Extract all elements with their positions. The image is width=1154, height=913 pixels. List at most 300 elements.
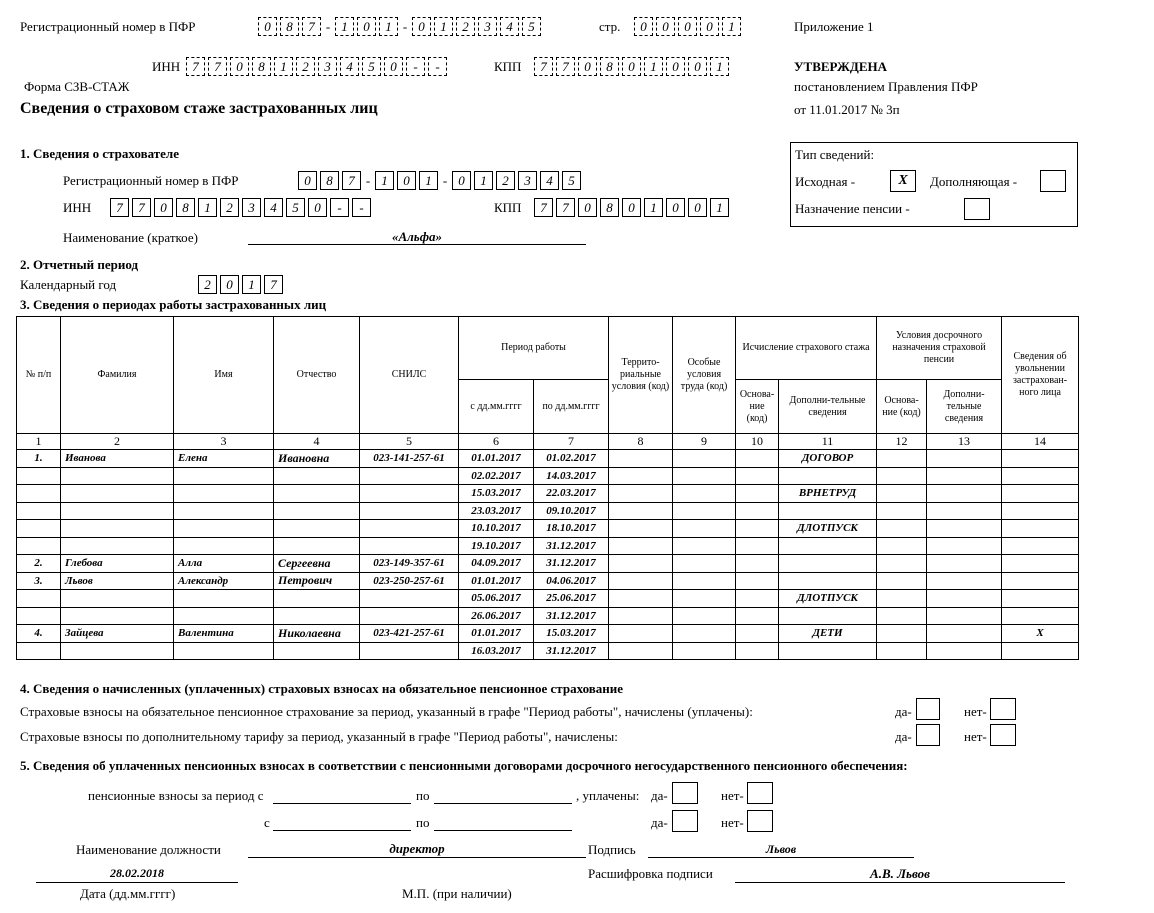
row-early-base[interactable]: [877, 572, 927, 590]
row-early-extra[interactable]: [927, 450, 1002, 468]
row-date-to[interactable]: 31.12.2017: [534, 537, 609, 555]
type-pension-checkbox[interactable]: [964, 198, 990, 220]
row-middlename[interactable]: [274, 590, 360, 608]
section1-inn-digit: 7: [132, 198, 151, 217]
row-territorial[interactable]: [609, 642, 673, 660]
row-early-extra[interactable]: [927, 502, 1002, 520]
row-special[interactable]: [673, 572, 736, 590]
header-reg-digit: 3: [478, 17, 497, 36]
header-inn-digit: 7: [208, 57, 227, 76]
header-reg-digit: 4: [500, 17, 519, 36]
section1-inn-digit: 2: [220, 198, 239, 217]
header-kpp-digit: 1: [710, 57, 729, 76]
row-dismiss[interactable]: [1002, 642, 1079, 660]
row-snils[interactable]: [360, 642, 459, 660]
col-header-firstname: Имя: [174, 317, 274, 434]
row-early-extra[interactable]: [927, 607, 1002, 625]
row-lastname[interactable]: Глебова: [61, 555, 174, 573]
row-dismiss[interactable]: [1002, 572, 1079, 590]
row-dismiss[interactable]: [1002, 502, 1079, 520]
header-reg-digit: 1: [335, 17, 354, 36]
row-early-extra[interactable]: [927, 537, 1002, 555]
section5-po2-label: по: [416, 815, 430, 830]
year-digit: 2: [198, 275, 217, 294]
section4-title: 4. Сведения о начисленных (уплаченных) страховых взносах на обязательное пенсионное страхование: [20, 681, 624, 696]
row-date-to[interactable]: 15.03.2017: [534, 625, 609, 643]
col-header-dismiss: Сведения об увольнении застрахован-ного лица: [1002, 317, 1079, 434]
col-header-to: по дд.мм.гггг: [534, 380, 609, 434]
row-number[interactable]: [17, 607, 61, 625]
row-calc-extra[interactable]: ДОГОВОР: [779, 450, 877, 468]
section5-paid-label: , уплачены:: [576, 788, 640, 803]
row-date-from[interactable]: 23.03.2017: [459, 502, 534, 520]
section1-reg-digit: 0: [397, 171, 416, 190]
section1-reg-number[interactable]: [298, 171, 584, 190]
row-calc-base[interactable]: [736, 625, 779, 643]
row-firstname[interactable]: Александр: [174, 572, 274, 590]
row-number[interactable]: [17, 590, 61, 608]
section1-reg-label: Регистрационный номер в ПФР: [63, 173, 239, 188]
col-header-early-base: Основа-ние (код): [877, 380, 927, 434]
col-header-from: с дд.мм.гггг: [459, 380, 534, 434]
row-firstname[interactable]: [174, 607, 274, 625]
decode-value[interactable]: А.В. Львов: [870, 866, 930, 881]
row-calc-extra[interactable]: [779, 555, 877, 573]
row-early-extra[interactable]: [927, 467, 1002, 485]
row-lastname[interactable]: [61, 467, 174, 485]
row-dismiss[interactable]: [1002, 485, 1079, 503]
row-territorial[interactable]: [609, 607, 673, 625]
table-row: [17, 520, 1079, 538]
row-early-extra[interactable]: [927, 572, 1002, 590]
row-calc-base[interactable]: [736, 607, 779, 625]
row-firstname[interactable]: [174, 590, 274, 608]
row-firstname[interactable]: [174, 485, 274, 503]
col-header-early-extra: Дополни-тельные сведения: [927, 380, 1002, 434]
column-number: 2: [61, 434, 174, 450]
section1-inn-digit: 0: [308, 198, 327, 217]
header-kpp-label: КПП: [494, 59, 522, 74]
row-special[interactable]: [673, 520, 736, 538]
section4-no1-label: нет-: [964, 704, 987, 719]
row-calc-extra[interactable]: ВРНЕТРУД: [779, 485, 877, 503]
section1-inn-digit: 5: [286, 198, 305, 217]
row-special[interactable]: [673, 590, 736, 608]
header-reg-digit: 2: [456, 17, 475, 36]
section5-yes1-checkbox[interactable]: [672, 782, 698, 804]
header-reg-digit: 1: [434, 17, 453, 36]
table-row: [17, 485, 1079, 503]
row-calc-base[interactable]: [736, 467, 779, 485]
row-calc-base[interactable]: [736, 520, 779, 538]
signature-value[interactable]: Львов: [765, 842, 797, 856]
row-territorial[interactable]: [609, 502, 673, 520]
section4-yes1-checkbox[interactable]: [916, 698, 940, 720]
row-dismiss[interactable]: [1002, 607, 1079, 625]
type-supplement-checkbox[interactable]: [1040, 170, 1066, 192]
header-reg-separator: -: [402, 18, 408, 34]
row-calc-extra[interactable]: [779, 642, 877, 660]
row-calc-base[interactable]: [736, 572, 779, 590]
row-middlename[interactable]: [274, 467, 360, 485]
row-calc-extra[interactable]: [779, 467, 877, 485]
section5-title: 5. Сведения об уплаченных пенсионных взносах в соответствии с пенсионными договорами досрочного негосударственного пенсионного обеспечения:: [20, 758, 908, 773]
row-calc-extra[interactable]: [779, 537, 877, 555]
section1-inn-digit: 8: [176, 198, 195, 217]
row-territorial[interactable]: [609, 450, 673, 468]
page-digit: 1: [722, 17, 741, 36]
row-middlename[interactable]: [274, 537, 360, 555]
row-firstname[interactable]: [174, 467, 274, 485]
section1-title: 1. Сведения о страхователе: [20, 146, 179, 161]
row-number[interactable]: [17, 467, 61, 485]
section4-yes2-checkbox[interactable]: [916, 724, 940, 746]
col-header-middlename: Отчество: [274, 317, 360, 434]
header-kpp-digit: 7: [556, 57, 575, 76]
column-number: 13: [927, 434, 1002, 450]
header-kpp-digit: 7: [534, 57, 553, 76]
row-lastname[interactable]: Иванова: [61, 450, 174, 468]
table-row: [17, 502, 1079, 520]
header-inn-digit: -: [406, 57, 425, 76]
row-date-to[interactable]: 31.12.2017: [534, 642, 609, 660]
header-inn-digit: 0: [230, 57, 249, 76]
row-early-extra[interactable]: [927, 555, 1002, 573]
row-middlename[interactable]: Николаевна: [274, 625, 360, 643]
row-middlename[interactable]: [274, 520, 360, 538]
row-calc-base[interactable]: [736, 502, 779, 520]
row-snils[interactable]: 023-141-257-61: [360, 450, 459, 468]
row-calc-extra[interactable]: [779, 572, 877, 590]
row-lastname[interactable]: Львов: [61, 572, 174, 590]
row-middlename[interactable]: Петрович: [274, 572, 360, 590]
row-date-to[interactable]: 25.06.2017: [534, 590, 609, 608]
section5-po1-label: по: [416, 788, 430, 803]
row-middlename[interactable]: [274, 607, 360, 625]
row-territorial[interactable]: [609, 520, 673, 538]
section1-reg-digit: 1: [474, 171, 493, 190]
row-calc-base[interactable]: [736, 642, 779, 660]
row-early-extra[interactable]: [927, 642, 1002, 660]
row-middlename[interactable]: [274, 642, 360, 660]
row-special[interactable]: [673, 625, 736, 643]
row-snils[interactable]: 023-250-257-61: [360, 572, 459, 590]
row-special[interactable]: [673, 537, 736, 555]
row-date-to[interactable]: 09.10.2017: [534, 502, 609, 520]
section5-to1-field[interactable]: [434, 803, 572, 804]
row-dismiss[interactable]: [1002, 520, 1079, 538]
row-lastname[interactable]: [61, 485, 174, 503]
row-dismiss[interactable]: X: [1002, 625, 1079, 643]
row-early-extra[interactable]: [927, 520, 1002, 538]
section5-period-label: пенсионные взносы за период с: [88, 788, 264, 803]
section5-no2-checkbox[interactable]: [747, 810, 773, 832]
row-calc-base[interactable]: [736, 537, 779, 555]
row-lastname[interactable]: Зайцева: [61, 625, 174, 643]
row-special[interactable]: [673, 450, 736, 468]
row-lastname[interactable]: [61, 520, 174, 538]
signature-line: [648, 857, 914, 858]
row-lastname[interactable]: [61, 502, 174, 520]
section5-from2-field[interactable]: [273, 830, 411, 831]
header-reg-label: Регистрационный номер в ПФР: [20, 19, 196, 34]
year-label: Календарный год: [20, 277, 117, 292]
page-digit: 0: [678, 17, 697, 36]
section1-reg-digit: 3: [518, 171, 537, 190]
row-calc-extra[interactable]: ДЛОТПУСК: [779, 520, 877, 538]
row-early-base[interactable]: [877, 642, 927, 660]
row-date-from[interactable]: 01.01.2017: [459, 625, 534, 643]
section1-inn-digit: -: [352, 198, 371, 217]
position-label: Наименование должности: [76, 842, 221, 857]
header-kpp-digit: 1: [644, 57, 663, 76]
row-calc-base[interactable]: [736, 590, 779, 608]
row-early-base[interactable]: [877, 485, 927, 503]
section1-reg-digit: 0: [298, 171, 317, 190]
row-date-from[interactable]: 15.03.2017: [459, 485, 534, 503]
row-special[interactable]: [673, 642, 736, 660]
row-date-to[interactable]: 22.03.2017: [534, 485, 609, 503]
row-date-from[interactable]: 01.01.2017: [459, 572, 534, 590]
section4-yes2-label: да-: [895, 729, 912, 744]
header-kpp[interactable]: [534, 57, 732, 76]
row-date-to[interactable]: 04.06.2017: [534, 572, 609, 590]
section4-no1-checkbox[interactable]: [990, 698, 1016, 720]
row-special[interactable]: [673, 485, 736, 503]
row-early-base[interactable]: [877, 467, 927, 485]
row-calc-extra[interactable]: [779, 502, 877, 520]
row-date-from[interactable]: 19.10.2017: [459, 537, 534, 555]
row-special[interactable]: [673, 607, 736, 625]
row-snils[interactable]: [360, 520, 459, 538]
row-early-base[interactable]: [877, 502, 927, 520]
column-number: 9: [673, 434, 736, 450]
header-reg-number[interactable]: [258, 17, 544, 36]
section1-inn-digit: 0: [154, 198, 173, 217]
table-row: [17, 572, 1079, 590]
row-early-base[interactable]: [877, 555, 927, 573]
header-reg-digit: 5: [522, 17, 541, 36]
row-firstname[interactable]: Валентина: [174, 625, 274, 643]
row-lastname[interactable]: [61, 590, 174, 608]
header-inn-digit: 1: [274, 57, 293, 76]
row-date-from[interactable]: 02.02.2017: [459, 467, 534, 485]
column-number: 6: [459, 434, 534, 450]
approved-date: от 11.01.2017 № 3п: [794, 102, 900, 117]
row-date-from[interactable]: 10.10.2017: [459, 520, 534, 538]
section1-inn-digit: 7: [110, 198, 129, 217]
row-calc-extra[interactable]: ДЕТИ: [779, 625, 877, 643]
section5-no1-checkbox[interactable]: [747, 782, 773, 804]
row-date-to[interactable]: 31.12.2017: [534, 555, 609, 573]
section1-kpp-digit: 0: [578, 198, 597, 217]
row-number[interactable]: 4.: [17, 625, 61, 643]
section4-no2-checkbox[interactable]: [990, 724, 1016, 746]
row-territorial[interactable]: [609, 590, 673, 608]
row-special[interactable]: [673, 502, 736, 520]
signature-label: Подпись: [588, 842, 636, 857]
decode-label: Расшифровка подписи: [588, 866, 713, 881]
row-middlename[interactable]: Ивановна: [274, 450, 360, 468]
section1-kpp[interactable]: [534, 198, 732, 217]
row-dismiss[interactable]: [1002, 590, 1079, 608]
row-special[interactable]: [673, 555, 736, 573]
section1-inn-digit: 1: [198, 198, 217, 217]
row-dismiss[interactable]: [1002, 467, 1079, 485]
row-snils[interactable]: [360, 537, 459, 555]
position-line: [248, 857, 586, 858]
work-periods-table: [16, 316, 1079, 660]
header-reg-digit: 7: [302, 17, 321, 36]
col-header-early: Условия досрочного назначения страховой пенсии: [877, 317, 1002, 380]
row-firstname[interactable]: Елена: [174, 450, 274, 468]
header-inn-digit: 5: [362, 57, 381, 76]
column-number: 4: [274, 434, 360, 450]
type-initial-label: Исходная -: [795, 174, 856, 189]
section1-name-value[interactable]: «Альфа»: [391, 229, 443, 244]
col-header-num: № п/п: [17, 317, 61, 434]
position-value[interactable]: директор: [389, 841, 445, 856]
year-digit: 1: [242, 275, 261, 294]
row-early-base[interactable]: [877, 537, 927, 555]
row-early-base[interactable]: [877, 520, 927, 538]
row-number[interactable]: 3.: [17, 572, 61, 590]
row-number[interactable]: [17, 485, 61, 503]
row-dismiss[interactable]: [1002, 537, 1079, 555]
row-number[interactable]: 1.: [17, 450, 61, 468]
row-early-base[interactable]: [877, 607, 927, 625]
row-territorial[interactable]: [609, 537, 673, 555]
section1-inn[interactable]: [110, 198, 374, 217]
row-middlename[interactable]: [274, 502, 360, 520]
header-reg-digit: 1: [379, 17, 398, 36]
row-calc-extra[interactable]: ДЛОТПУСК: [779, 590, 877, 608]
row-middlename[interactable]: [274, 485, 360, 503]
row-number[interactable]: 2.: [17, 555, 61, 573]
section5-no2-label: нет-: [721, 815, 744, 830]
section5-to2-field[interactable]: [434, 830, 572, 831]
header-reg-digit: 0: [412, 17, 431, 36]
row-calc-base[interactable]: [736, 555, 779, 573]
row-snils[interactable]: [360, 502, 459, 520]
section1-kpp-digit: 0: [622, 198, 641, 217]
section1-kpp-digit: 0: [666, 198, 685, 217]
col-header-snils: СНИЛС: [360, 317, 459, 434]
header-inn-digit: 8: [252, 57, 271, 76]
decode-line: [735, 882, 1065, 883]
section5-yes2-checkbox[interactable]: [672, 810, 698, 832]
header-inn-digit: 4: [340, 57, 359, 76]
row-snils[interactable]: [360, 607, 459, 625]
row-snils[interactable]: 023-421-257-61: [360, 625, 459, 643]
row-date-to[interactable]: 14.03.2017: [534, 467, 609, 485]
column-number: 14: [1002, 434, 1079, 450]
row-number[interactable]: [17, 520, 61, 538]
column-number: 3: [174, 434, 274, 450]
column-number: 12: [877, 434, 927, 450]
type-supplement-label: Дополняющая -: [930, 174, 1018, 189]
row-firstname[interactable]: [174, 520, 274, 538]
row-territorial[interactable]: [609, 572, 673, 590]
row-date-to[interactable]: 18.10.2017: [534, 520, 609, 538]
row-date-to[interactable]: 31.12.2017: [534, 607, 609, 625]
row-snils[interactable]: [360, 467, 459, 485]
header-reg-digit: 0: [258, 17, 277, 36]
row-date-from[interactable]: 16.03.2017: [459, 642, 534, 660]
row-calc-base[interactable]: [736, 485, 779, 503]
row-firstname[interactable]: Алла: [174, 555, 274, 573]
row-early-extra[interactable]: [927, 625, 1002, 643]
year-digit: 7: [264, 275, 283, 294]
row-early-base[interactable]: [877, 625, 927, 643]
row-territorial[interactable]: [609, 485, 673, 503]
table-row: [17, 555, 1079, 573]
col-header-period: Период работы: [459, 317, 609, 380]
row-calc-base[interactable]: [736, 450, 779, 468]
row-firstname[interactable]: [174, 642, 274, 660]
row-calc-extra[interactable]: [779, 607, 877, 625]
row-date-to[interactable]: 01.02.2017: [534, 450, 609, 468]
section4-no2-label: нет-: [964, 729, 987, 744]
row-early-extra[interactable]: [927, 590, 1002, 608]
row-dismiss[interactable]: [1002, 555, 1079, 573]
row-early-base[interactable]: [877, 590, 927, 608]
row-firstname[interactable]: [174, 537, 274, 555]
row-early-base[interactable]: [877, 450, 927, 468]
row-snils[interactable]: [360, 485, 459, 503]
row-date-from[interactable]: 04.09.2017: [459, 555, 534, 573]
section1-reg-digit: 0: [452, 171, 471, 190]
table-row: [17, 625, 1079, 643]
section1-inn-digit: -: [330, 198, 349, 217]
row-early-extra[interactable]: [927, 485, 1002, 503]
header-inn[interactable]: [186, 57, 450, 76]
row-lastname[interactable]: [61, 642, 174, 660]
page-digit: 0: [656, 17, 675, 36]
type-initial-checkbox[interactable]: X: [890, 170, 916, 192]
row-number[interactable]: [17, 537, 61, 555]
row-number[interactable]: [17, 642, 61, 660]
section1-kpp-label: КПП: [494, 200, 522, 215]
approved-by: постановлением Правления ПФР: [794, 79, 978, 94]
row-dismiss[interactable]: [1002, 450, 1079, 468]
row-territorial[interactable]: [609, 555, 673, 573]
column-number: 1: [17, 434, 61, 450]
row-date-from[interactable]: 05.06.2017: [459, 590, 534, 608]
row-date-from[interactable]: 01.01.2017: [459, 450, 534, 468]
row-firstname[interactable]: [174, 502, 274, 520]
page-number[interactable]: [634, 17, 744, 36]
type-info-box: [790, 142, 1078, 227]
row-territorial[interactable]: [609, 467, 673, 485]
section3-title: 3. Сведения о периодах работы застрахованных лиц: [20, 297, 327, 312]
table-row: [17, 607, 1079, 625]
col-header-special: Особые условия труда (код): [673, 317, 736, 434]
row-snils[interactable]: 023-149-357-61: [360, 555, 459, 573]
date-value[interactable]: 28.02.2018: [110, 866, 164, 880]
row-special[interactable]: [673, 467, 736, 485]
row-lastname[interactable]: [61, 607, 174, 625]
section5-from1-field[interactable]: [273, 803, 411, 804]
appendix-label: Приложение 1: [794, 19, 874, 34]
row-lastname[interactable]: [61, 537, 174, 555]
year-field[interactable]: [198, 275, 286, 294]
row-snils[interactable]: [360, 590, 459, 608]
row-number[interactable]: [17, 502, 61, 520]
row-middlename[interactable]: Сергеевна: [274, 555, 360, 573]
row-territorial[interactable]: [609, 625, 673, 643]
row-date-from[interactable]: 26.06.2017: [459, 607, 534, 625]
